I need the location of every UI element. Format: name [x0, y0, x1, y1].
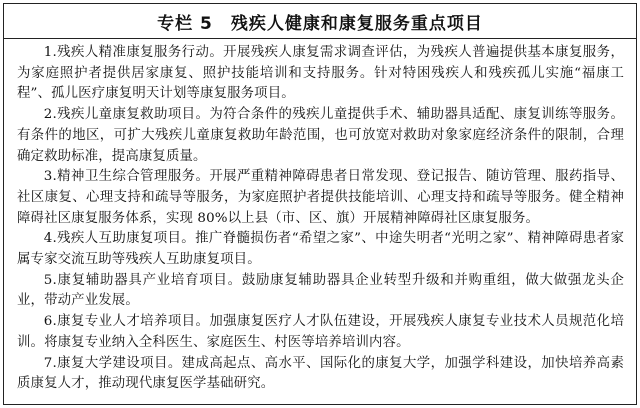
item-text: 为符合条件的残疾儿童提供手术、辅助器具适配、康复训练等服务。有条件的地区，可扩大残疾儿童康复救助年龄范围，也可放宽对救助对象家庭经济条件的限制，合理确定救助标准，提高康复质量。: [17, 107, 624, 164]
list-item: [17, 167, 624, 229]
item-text: 建成高起点、高水平、国际化的康复大学，加强学科建设，加快培养高素质康复人才，推动现代康复医学基础研究。: [17, 355, 624, 392]
item-name: 康复专业人才培养项目。: [56, 314, 210, 330]
item-number: 1.: [43, 45, 57, 60]
item-text: 开展残疾人康复需求调查评估，为残疾人普遍提供基本康复服务，为家庭照护者提供居家康复、照护技能培训和支持服务。针对特困残疾人和残疾孤儿实施“福康工程”、孤儿医疗康复明天计划等康复服务项目。: [17, 45, 624, 102]
item-text: 开展严重精神障碍患者日常发现、登记报告、随访管理、服药指导、社区康复、心理支持和疏导等服务，为家庭照护者提供技能培训、心理支持和疏导等服务。健全精神障碍社区康复服务体系，实现 80%以上县（市、区、旗）开展精神障碍社区康复服务。: [17, 169, 624, 226]
item-name: 康复大学建设项目。: [56, 355, 182, 371]
list-item: [17, 312, 624, 353]
item-text: 加强康复医疗人才队伍建设，开展残疾人康复专业技术人员规范化培训。将康复专业纳入全科医生、家庭医生、村医等培养培训内容。: [17, 314, 624, 350]
item-number: 6.: [43, 314, 57, 330]
panel-title: 专栏 5 残疾人健康和康复服务重点项目: [4, 4, 636, 39]
feature-panel: [3, 3, 637, 405]
list-item: [17, 354, 624, 395]
item-text: 鼓励康复辅助器具企业转型升级和并购重组，做大做强龙头企业，带动产业发展。: [17, 272, 624, 309]
item-number: 3.: [43, 169, 57, 185]
item-name: 精神卫生综合管理服务。: [56, 169, 210, 185]
item-name: 残疾人互助康复项目。: [56, 231, 196, 247]
item-number: 2.: [43, 107, 57, 123]
list-item: [17, 43, 624, 105]
item-name: 残疾儿童康复救助项目。: [56, 107, 210, 123]
list-item: [17, 271, 624, 312]
item-number: 4.: [43, 231, 57, 247]
item-text: 推广脊髓损伤者“希望之家”、中途失明者“光明之家”、精神障碍患者家属专家交流互助等残疾人互助康复项目。: [17, 231, 624, 268]
item-number: 5.: [43, 272, 57, 288]
panel-content: [4, 39, 636, 395]
list-item: [17, 229, 624, 270]
item-number: 7.: [43, 355, 57, 371]
item-name: 康复辅助器具产业培育项目。: [56, 272, 242, 288]
item-name: 残疾人精准康复服务行动。: [56, 45, 224, 60]
list-item: [17, 105, 624, 167]
